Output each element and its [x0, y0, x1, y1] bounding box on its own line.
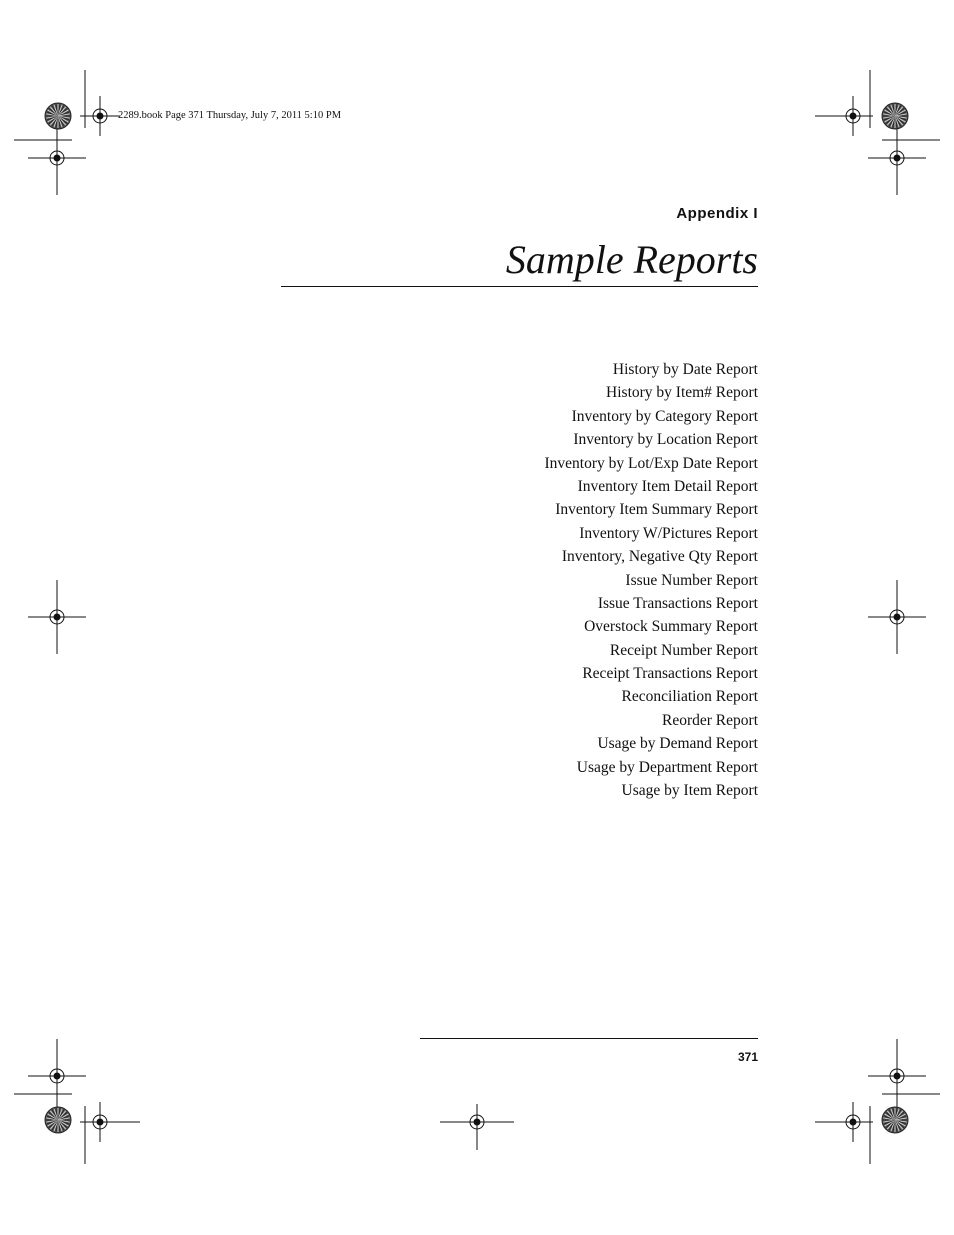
registration-target-icon [815, 96, 873, 136]
chapter-title: Sample Reports [505, 237, 758, 282]
registration-target-icon [868, 1039, 926, 1112]
page-number: 371 [737, 1050, 758, 1064]
list-item: Usage by Demand Report [597, 735, 758, 753]
list-item: Receipt Number Report [609, 641, 758, 659]
list-item: Inventory by Category Report [571, 407, 758, 425]
registration-target-icon [28, 1039, 86, 1112]
registration-target-icon [28, 122, 86, 195]
list-item: Inventory W/Pictures Report [579, 524, 758, 542]
list-item: History by Date Report [612, 361, 758, 378]
list-item: Reorder Report [662, 711, 758, 729]
list-item: Usage by Department Report [576, 758, 758, 776]
registration-target-icon [868, 580, 926, 654]
list-item: Issue Transactions Report [597, 594, 758, 612]
title-rule [281, 286, 758, 287]
list-item: History by Item# Report [606, 384, 758, 402]
report-list [544, 358, 758, 802]
registration-target-icon [440, 1104, 514, 1150]
color-star-target-icon [45, 103, 908, 1133]
print-slug: 2289.book Page 371 Thursday, July 7, 2011 5:10 PM [118, 110, 342, 121]
list-item: Reconciliation Report [621, 688, 758, 706]
registration-target-icon [80, 1102, 140, 1142]
list-item: Issue Number Report [625, 571, 758, 589]
registration-target-icon [80, 96, 120, 136]
footer-rule [420, 1038, 758, 1039]
registration-target-icon [868, 122, 926, 195]
list-item: Inventory by Lot/Exp Date Report [544, 454, 758, 472]
appendix-label: Appendix I [676, 205, 758, 222]
list-item: Inventory Item Summary Report [555, 501, 758, 519]
star-target-icon [882, 103, 908, 129]
list-item: Receipt Transactions Report [582, 665, 758, 683]
registration-target-icon [28, 580, 86, 654]
list-item: Inventory by Location Report [573, 431, 758, 449]
list-item: Inventory Item Detail Report [577, 477, 758, 495]
star-target-icon [45, 1107, 71, 1133]
list-item: Usage by Item Report [621, 782, 758, 800]
star-target-icon [882, 1107, 908, 1133]
list-item: Overstock Summary Report [584, 618, 758, 636]
registration-target-icon [815, 1102, 873, 1142]
list-item: Inventory, Negative Qty Report [561, 548, 758, 566]
star-target-icon [45, 103, 71, 129]
